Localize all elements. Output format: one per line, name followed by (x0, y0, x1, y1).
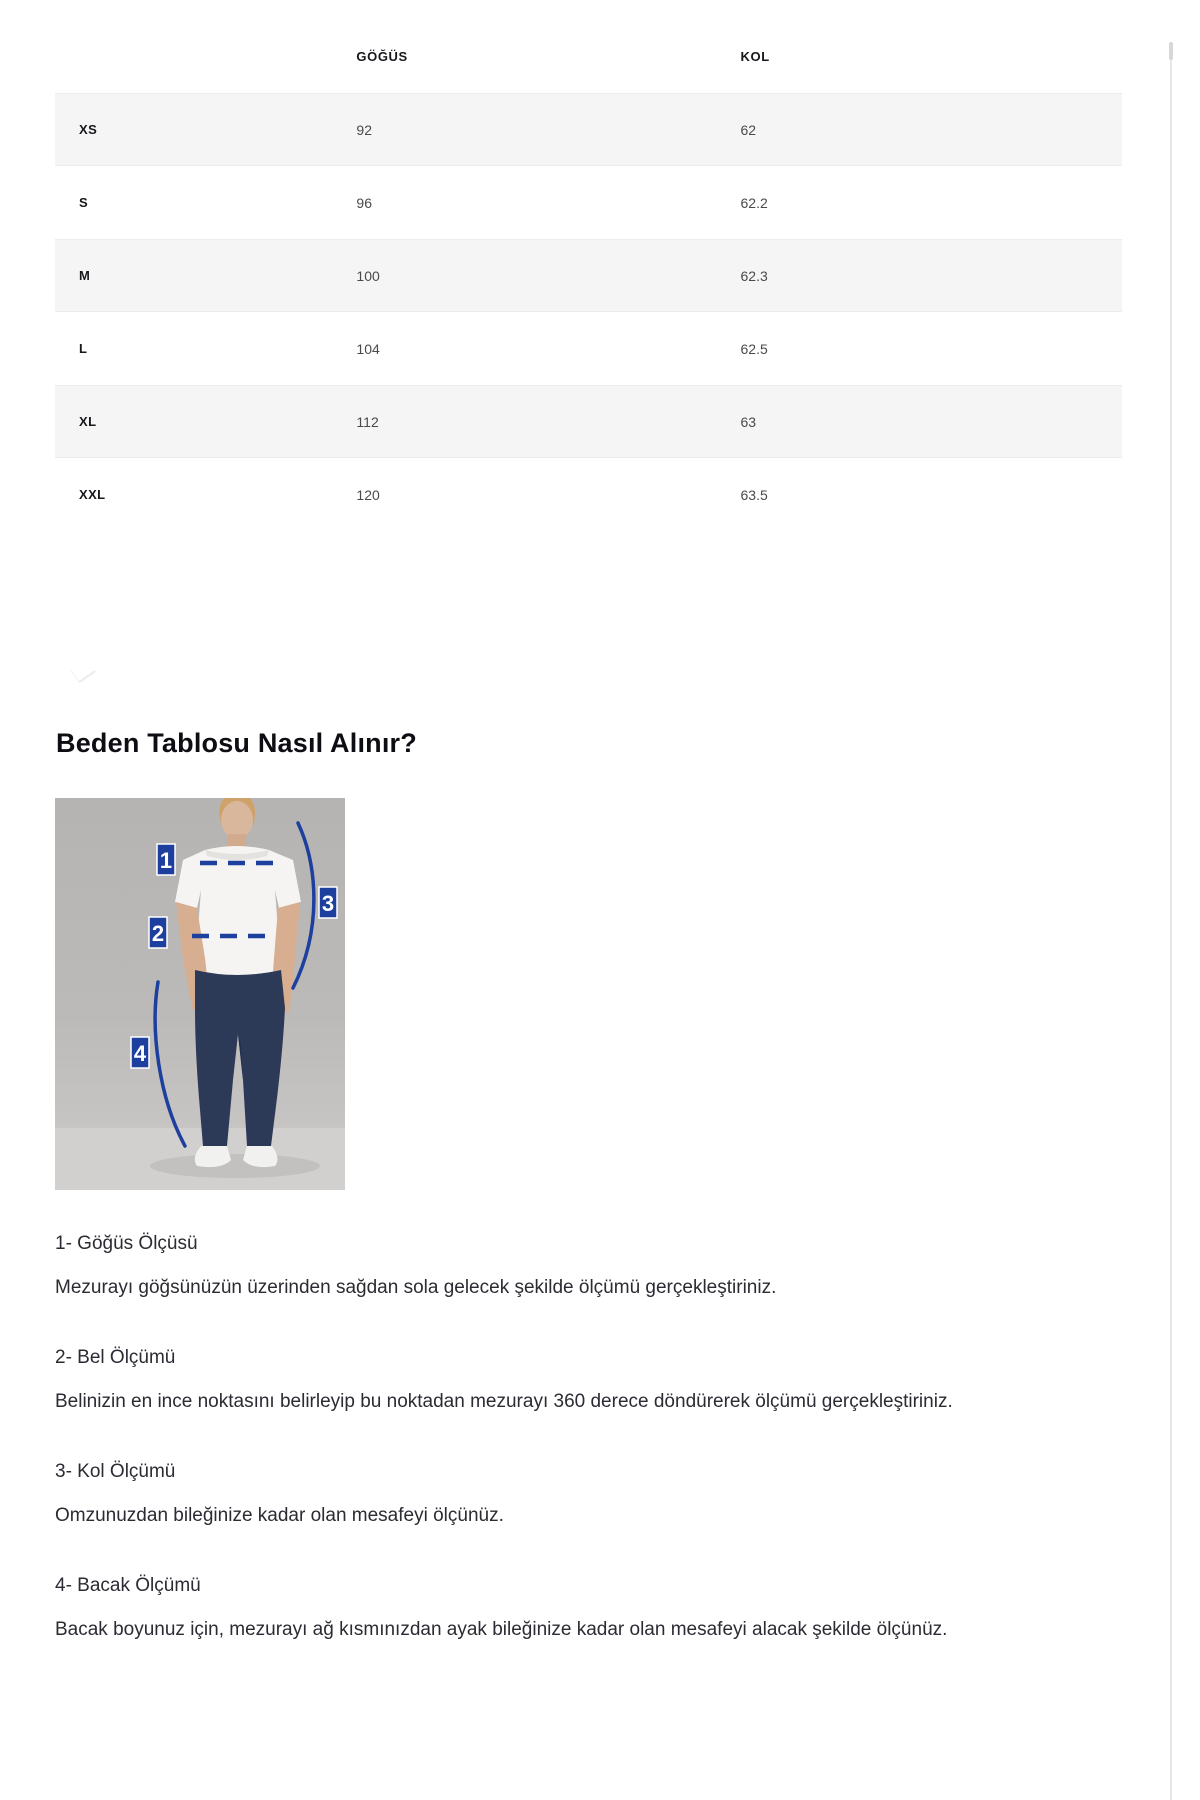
chest-cell: 104 (356, 340, 380, 357)
size-table (55, 20, 1122, 531)
measurement-guide (55, 1222, 1015, 1678)
guide-section-leg (55, 1564, 1015, 1652)
size-cell: XL (79, 414, 97, 429)
marker-2-label: 2 (151, 921, 165, 946)
chest-cell: 112 (356, 413, 379, 430)
section-body: Bacak boyunuz için, mezurayı ağ kısmınızdan ayak bileğinize kadar olan mesafeyi alacak şekilde ölçünüz. (55, 1619, 948, 1640)
measurement-photo (55, 798, 345, 1190)
table-row-xs (55, 93, 1122, 166)
table-row-xl (55, 385, 1122, 458)
table-row-m (55, 239, 1122, 312)
table-row-l (55, 312, 1122, 385)
size-cell: L (79, 341, 88, 356)
table-row-xxl (55, 458, 1122, 531)
arm-cell: 63 (740, 413, 757, 430)
marker-4-label: 4 (133, 1041, 147, 1066)
col-header-arm: KOL (740, 49, 770, 64)
guide-section-waist (55, 1336, 1015, 1424)
jeans (195, 970, 285, 1146)
arm-cell: 62.2 (740, 194, 768, 211)
size-cell: XXL (79, 487, 106, 502)
section-body: Mezurayı göğsünüzün üzerinden sağdan sola gelecek şekilde ölçümü gerçekleştiriniz. (55, 1277, 777, 1298)
chest-cell: 120 (356, 486, 380, 503)
arm-cell: 63.5 (740, 486, 768, 503)
scrollbar-track[interactable] (1170, 42, 1172, 1800)
size-cell: M (79, 268, 91, 283)
section-body: Omzunuzdan bileğinize kadar olan mesafeyi ölçünüz. (55, 1505, 504, 1526)
chest-cell: 96 (356, 194, 372, 211)
marker-1-label: 1 (159, 848, 173, 873)
col-header-chest: GÖĞÜS (356, 49, 408, 64)
arm-cell: 62.5 (740, 340, 768, 357)
guide-section-chest (55, 1222, 1015, 1310)
floor-shadow (150, 1154, 320, 1178)
section-title: 4- Bacak Ölçümü (55, 1575, 201, 1596)
guide-heading: Beden Tablosu Nasıl Alınır? (56, 728, 417, 758)
guide-section-arm (55, 1450, 1015, 1538)
leg-curve-line (155, 982, 185, 1146)
size-cell: XS (79, 122, 98, 137)
chest-cell: 92 (356, 121, 372, 138)
head (221, 801, 253, 839)
scrollbar-thumb[interactable] (1169, 42, 1173, 60)
arm-cell: 62.3 (740, 267, 768, 284)
chest-cell: 100 (356, 267, 380, 284)
section-body: Belinizin en ince noktasını belirleyip bu noktadan mezurayı 360 derece döndürerek ölçümü gerçekleştiriniz. (55, 1391, 953, 1412)
section-title: 1- Göğüs Ölçüsü (55, 1233, 198, 1254)
size-cell: S (79, 195, 89, 210)
section-title: 3- Kol Ölçümü (55, 1461, 176, 1482)
neck (228, 834, 246, 847)
arm-cell: 62 (740, 121, 757, 138)
man-body (175, 798, 301, 1167)
table-header-row (55, 20, 1122, 93)
page-artifact-mark (70, 659, 96, 684)
table-row-s (55, 166, 1122, 239)
man-figure-illustration (55, 798, 345, 1190)
marker-3-label: 3 (321, 891, 335, 916)
section-title: 2- Bel Ölçümü (55, 1347, 176, 1368)
